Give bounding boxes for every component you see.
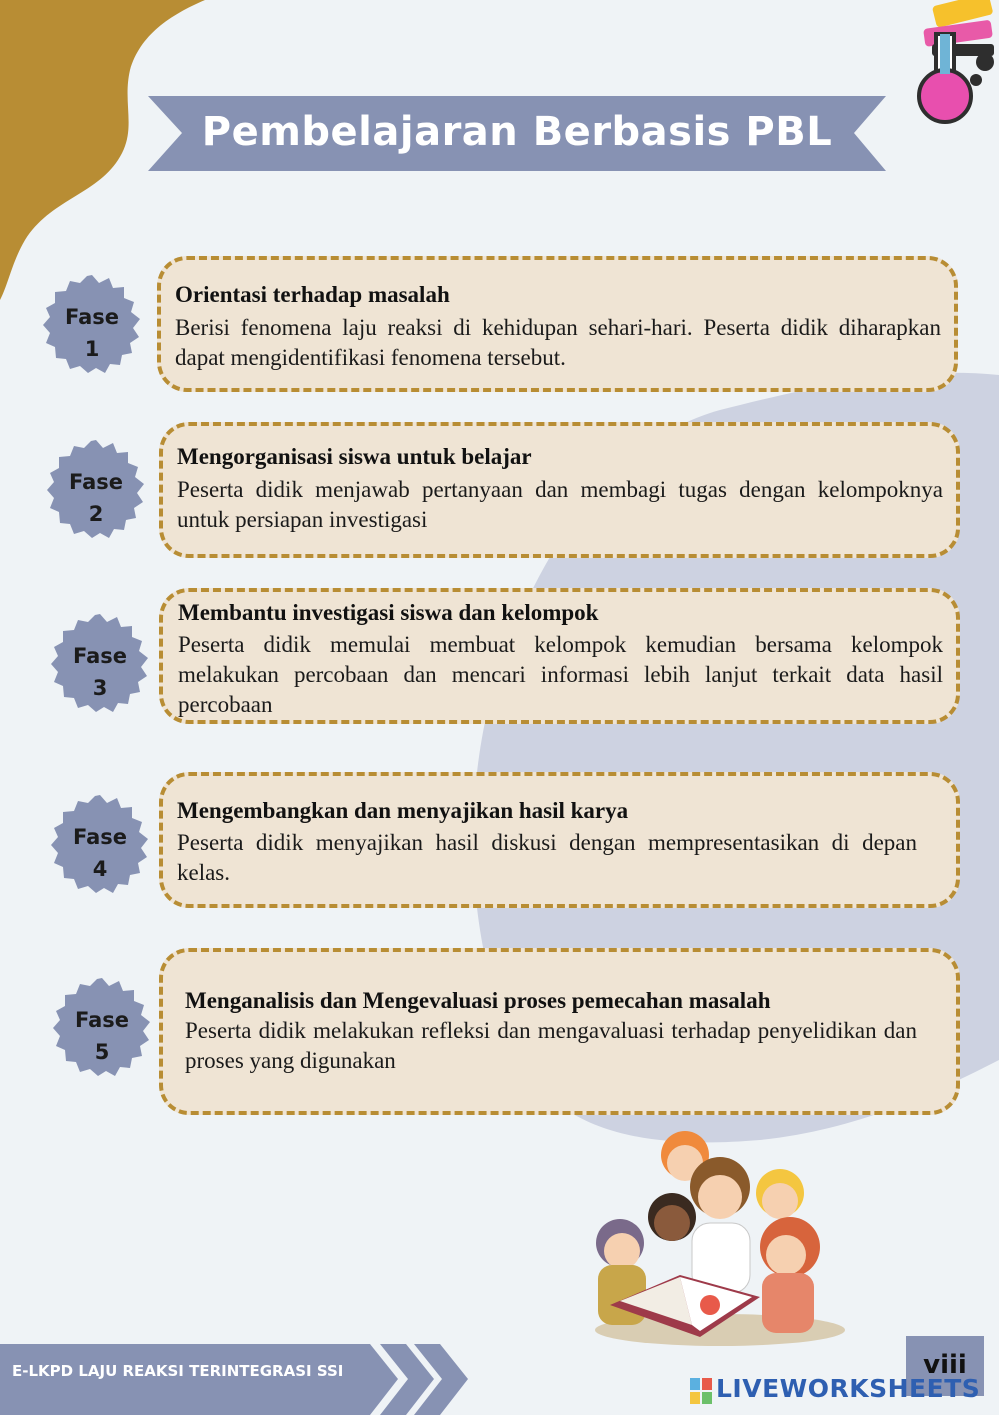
phase-label: Fase	[72, 825, 128, 849]
phase-badge-5	[52, 978, 152, 1078]
phase-number: 5	[94, 1040, 110, 1064]
phase-card-3	[159, 588, 960, 724]
phase-description: Peserta didik menjawab pertanyaan dan membagi tugas dengan kelompoknya untuk persiapan investigasi	[177, 477, 943, 532]
liveworksheets-watermark: LIVEWORKSHEETS	[716, 1374, 981, 1403]
phase-badge-4	[50, 795, 150, 895]
footer-label: E-LKPD LAJU REAKSI TERINTEGRASI SSI	[12, 1362, 344, 1380]
phase-description: Berisi fenomena laju reaksi di kehidupan sehari-hari. Peserta didik diharapkan dapat mengidentifikasi fenomena tersebut.	[175, 315, 941, 370]
phase-number: 4	[92, 857, 108, 881]
phase-number: 3	[92, 676, 108, 700]
phase-badge-3	[50, 614, 150, 714]
page-number: viii	[906, 1336, 984, 1396]
phase-card-4	[159, 772, 960, 908]
phase-card-1	[157, 256, 958, 392]
phase-badge-1	[42, 275, 142, 375]
phase-title: Membantu investigasi siswa dan kelompok	[178, 600, 599, 625]
phase-label: Fase	[74, 1008, 130, 1032]
phase-title: Mengembangkan dan menyajikan hasil karya	[177, 798, 629, 823]
teacher-children-illustration	[580, 1125, 850, 1350]
page-title: Pembelajaran Berbasis PBL	[201, 109, 833, 155]
phase-label: Fase	[64, 305, 120, 329]
phase-number: 1	[84, 337, 100, 361]
phase-card-2	[159, 422, 960, 558]
phase-description: Peserta didik melakukan refleksi dan mengavaluasi terhadap penyelidikan dan proses yang digunakan	[185, 1018, 917, 1073]
phase-title: Menganalisis dan Mengevaluasi proses pemecahan masalah	[185, 988, 771, 1013]
phase-badge-2	[46, 440, 146, 540]
lab-equipment-illustration	[910, 0, 999, 130]
phase-card-5	[159, 948, 960, 1115]
phase-description: Peserta didik memulai membuat kelompok kemudian bersama kelompok melakukan percobaan dan mencari informasi lebih lanjut terkait data hasil percobaan	[178, 632, 943, 717]
phase-title: Orientasi terhadap masalah	[175, 282, 450, 307]
phase-label: Fase	[68, 470, 124, 494]
phase-description: Peserta didik menyajikan hasil diskusi dengan mempresentasikan di depan kelas.	[177, 830, 917, 885]
phase-label: Fase	[72, 644, 128, 668]
liveworksheets-logo-icon	[690, 1378, 712, 1404]
phase-title: Mengorganisasi siswa untuk belajar	[177, 444, 532, 469]
phase-number: 2	[88, 502, 104, 526]
